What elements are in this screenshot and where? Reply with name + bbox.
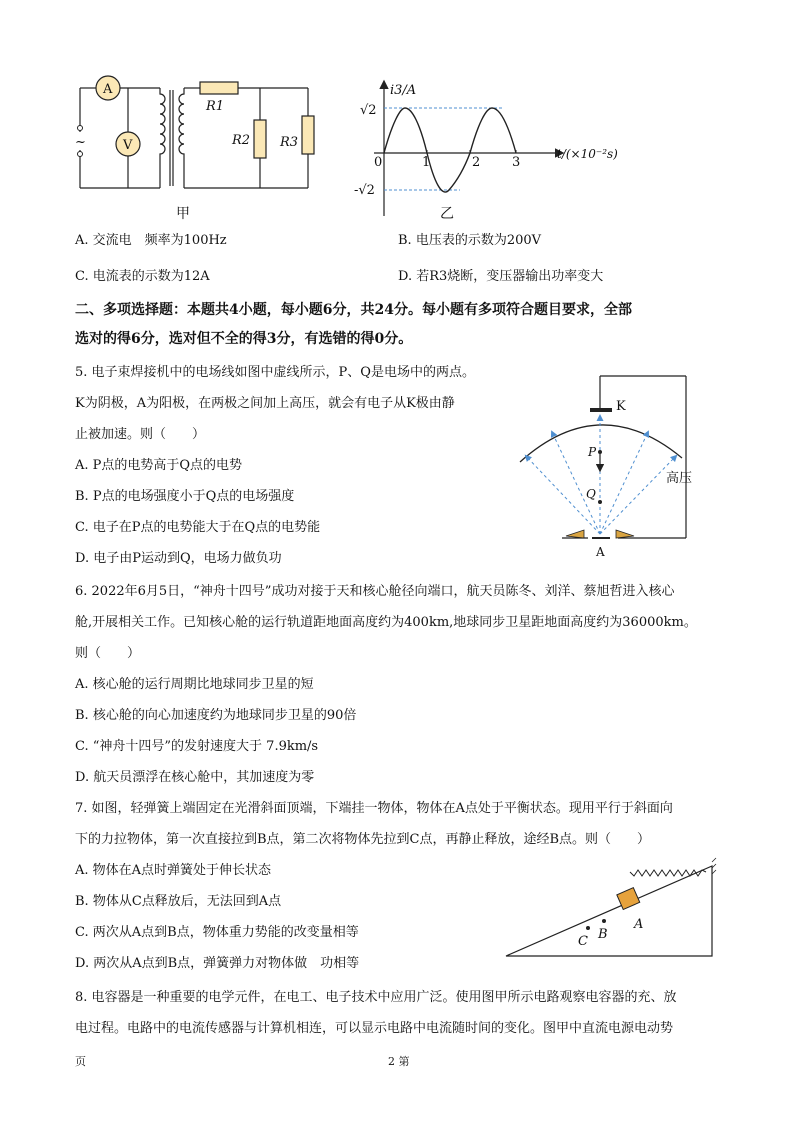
q7-stem-line2: 下的力拉物体，第一次直接拉到B点，第二次将物体先拉到C点，再静止释放，途经B点。则（ ） xyxy=(75,832,651,847)
k-label: K xyxy=(616,399,626,414)
incline-c-label: C xyxy=(578,934,588,949)
resistor-r2 xyxy=(254,120,266,158)
x-axis-label: t/(×10⁻²s) xyxy=(557,147,618,161)
tick-2-label: 2 xyxy=(472,155,481,170)
incline-triangle xyxy=(506,866,712,956)
circuit-figure xyxy=(72,74,332,224)
voltmeter-label: V xyxy=(123,138,133,153)
tick-1-label: 1 xyxy=(422,155,431,170)
q4-option-b: B. 电压表的示数为200V xyxy=(398,233,542,248)
resistor-r1 xyxy=(200,82,238,94)
q5-option-d: D. 电子由P运动到Q，电场力做负功 xyxy=(75,551,282,566)
q6-stem-line1: 6. 2022年6月5日，“神舟十四号”成功对接于天和核心舱径向端口，航天员陈冬、刘洋、蔡旭哲进入核心 xyxy=(75,584,675,599)
q6-stem-line3: 则（ ） xyxy=(75,646,141,661)
q6-option-b: B. 核心舱的向心加速度约为地球同步卫星的90倍 xyxy=(75,708,357,723)
resistor-r3 xyxy=(302,116,314,154)
source-symbol: ~ xyxy=(75,135,86,150)
q5-option-b: B. P点的电场强度小于Q点的电场强度 xyxy=(75,489,295,504)
q7-option-b: B. 物体从C点释放后，无法回到A点 xyxy=(75,894,282,909)
tick-3-label: 3 xyxy=(512,155,521,170)
q6-option-c: C. “神舟十四号”的发射速度大于 7.9km/s xyxy=(75,739,319,754)
anode-right xyxy=(616,530,634,538)
point-p xyxy=(598,450,602,454)
q-label: Q xyxy=(586,487,596,501)
q7-option-a: A. 物体在A点时弹簧处于伸长状态 xyxy=(75,863,272,878)
q5-option-a: A. P点的电势高于Q点的电势 xyxy=(75,458,243,473)
cathode-arc xyxy=(520,425,682,462)
field-figure xyxy=(512,370,712,570)
point-q xyxy=(598,500,602,504)
section2-line2: 选对的得6分，选对但不全的得3分，有选错的得0分。 xyxy=(75,331,413,347)
q5-option-c: C. 电子在P点的电势能大于在Q点的电势能 xyxy=(75,520,321,535)
q8-stem-line1: 8. 电容器是一种重要的电学元件，在电工、电子技术中应用广泛。使用图甲所示电路观察电容器的充、放 xyxy=(75,990,677,1005)
a-label: A xyxy=(596,545,605,559)
q5-stem-line1: 5. 电子束焊接机中的电场线如图中虚线所示，P、Q是电场中的两点。 xyxy=(75,365,475,380)
sine-curve xyxy=(384,108,516,192)
q8-stem-line2: 电过程。电路中的电流传感器与计算机相连，可以显示电路中电流随时间的变化。图甲中直流电源电动势 xyxy=(75,1021,674,1036)
y-axis-label: i3/A xyxy=(390,83,417,98)
waveform-figure xyxy=(352,74,642,224)
waveform-caption: 乙 xyxy=(440,206,454,222)
q5-stem-line2: K为阴极，A为阳极，在两极之间加上高压，就会有电子从K极由静 xyxy=(75,396,455,411)
q6-option-a: A. 核心舱的运行周期比地球同步卫星的短 xyxy=(75,677,314,692)
r1-label: R1 xyxy=(206,99,225,114)
q7-option-c: C. 两次从A点到B点，物体重力势能的改变量相等 xyxy=(75,925,359,940)
q4-option-a: A. 交流电 频率为100Hz xyxy=(75,233,227,248)
high-voltage-label: 高压 xyxy=(666,471,693,486)
q5-stem-line3: 止被加速。则（ ） xyxy=(75,427,206,442)
ammeter-label: A xyxy=(103,82,113,97)
circuit-caption: 甲 xyxy=(176,206,190,222)
y-neg-label: -√2 xyxy=(354,183,375,198)
p-label: P xyxy=(588,445,597,459)
r3-label: R3 xyxy=(280,135,299,150)
incline-b-label: B xyxy=(598,927,608,942)
q4-option-d: D. 若R3烧断，变压器输出功率变大 xyxy=(398,269,604,284)
footer-left: 页 xyxy=(75,1055,86,1068)
q7-option-d: D. 两次从A点到B点，弹簧弹力对物体做 功相等 xyxy=(75,956,360,971)
page-number: 2 第 xyxy=(388,1055,410,1068)
anode-left xyxy=(566,530,584,538)
q6-stem-line2: 舱,开展相关工作。已知核心舱的运行轨道距地面高度约为400km,地球同步卫星距地面高度约为36000km。 xyxy=(75,615,697,630)
r2-label: R2 xyxy=(232,133,251,148)
section2-line1: 二、多项选择题：本题共4小题，每小题6分，共24分。每小题有多项符合题目要求，全部 xyxy=(75,302,632,318)
q4-option-c: C. 电流表的示数为12A xyxy=(75,269,210,284)
origin-label: 0 xyxy=(374,155,383,170)
point-b xyxy=(602,919,606,923)
incline-figure xyxy=(500,852,730,962)
cathode-k xyxy=(590,408,612,412)
y-pos-label: √2 xyxy=(360,103,377,118)
q6-option-d: D. 航天员漂浮在核心舱中，其加速度为零 xyxy=(75,770,315,785)
incline-a-label: A xyxy=(634,917,644,932)
point-c xyxy=(586,926,590,930)
q7-stem-line1: 7. 如图，轻弹簧上端固定在光滑斜面顶端，下端挂一物体，物体在A点处于平衡状态。现用平行于斜面向 xyxy=(75,801,673,816)
